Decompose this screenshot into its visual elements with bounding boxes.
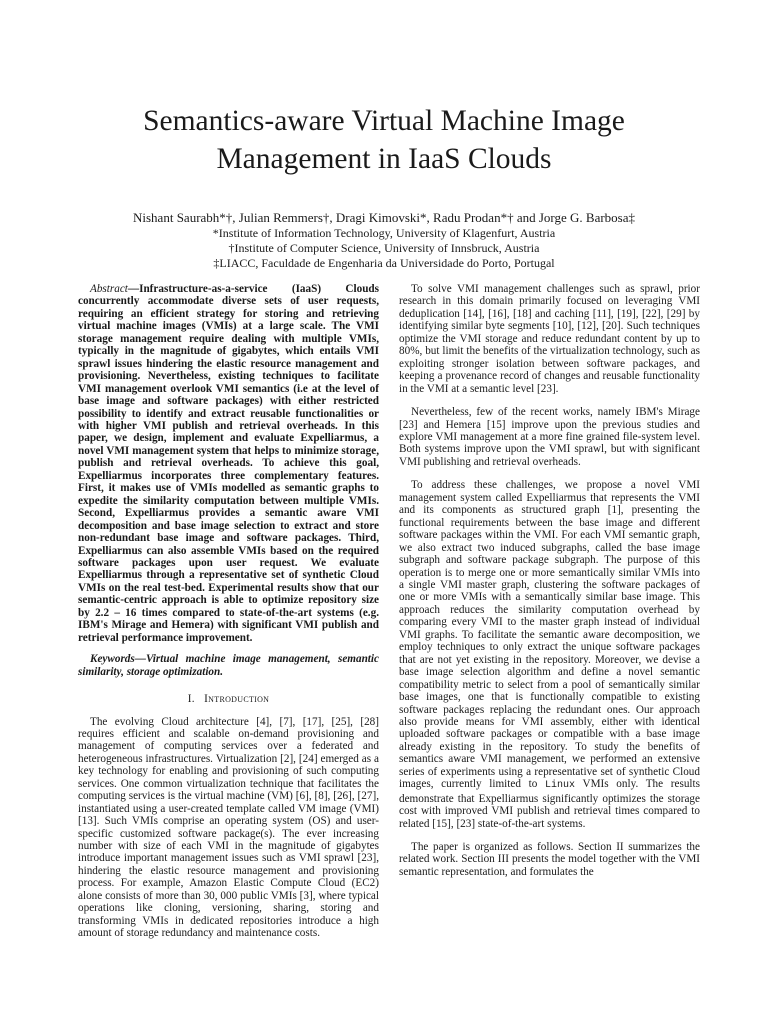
abstract-label: Abstract — [90, 283, 128, 295]
right-column — [399, 283, 700, 878]
paper-title — [80, 102, 688, 178]
inline-number: 30, 000 — [203, 889, 238, 902]
paper-title-line-2: Management in IaaS Clouds — [216, 143, 552, 175]
affiliation-2: †Institute of Computer Science, University of Innsbruck, Austria — [228, 241, 540, 255]
left-column — [78, 283, 379, 940]
intro-paragraph-4: To address these challenges, we propose a novel VMI management system called Expelliarmus that represents the VMI and its components as structured graph [1], presenting the functional requirements between the base image and different software packages within the VMI. For each VMI semantic graph, we also extract two induced subgraphs, called the base image subgraph and software package subgraph. The purpose of this operation is to merge one or more semantically similar VMIs into a single VMI master graph, clustering the software packages of one or more VMIs with a semantically similar base image. This approach reduces the similarity computation overhead by comparing every VMI to the master graph instead of individual VMI graphs. To facilitate the semantic aware decomposition, we employ techniques to only extract the unique software packages that are not yet existing in the repository. Moreover, we devise a base image selection algorithm and define a novel semantic compatibility metric to select from a pool of semantically similar base images, one that is functionally compatible to existing software packages replacing the redundant ones. Our approach also provide means for VMI assembly, either with identical uploaded software packages or compatible with a base image already existing in the repository. To study the benefits of semantics aware VMI management, we performed an extensive series of experiments using a representative set of synthetic Cloud images, currently limited to Linux VMIs only. The results demonstrate that Expelliarmus significantly optimizes the storage cost with improved VMI publish and retrieval times compared to related [15], [23] state-of-the-art systems. — [399, 479, 701, 830]
intro-paragraph-2: To solve VMI management challenges such as sprawl, prior research in this domain primarily focused on leveraging VMI deduplication [14], [16], [18] and caching [11], [19], [22], [29] by identifying similar byte segments [10], [12], [20]. Such techniques optimize the VMI storage and reduce redundant content by up to 80%, but limit the benefits of the virtualization technology, such as exploiting stronger isolation between software packages, and keeping a provenance record of changes and reusable functionality in the VMI at a semantic level [23]. — [399, 283, 700, 395]
intro-paragraph-3: Nevertheless, few of the recent works, namely IBM's Mirage [23] and Hemera [15] improve upon the previous studies and explore VMI management at a more fine grained file-system level. Both systems improve upon the VMI sprawl, but with significant VMI publishing and retrieval overheads. — [399, 406, 700, 468]
intro-paragraph-1: The evolving Cloud architecture [4], [7], [17], [25], [28] requires efficient and scalable on-demand provisioning and management of computing services over a federated and heterogeneous infrastructures. Virtualization [2], [24] emerged as a key technology for enabling and provisioning of such computing services. One common virtualization technique that facilitates the computing services is the virtual machine (VM) [6], [8], [26], [27], instantiated using a user-created template called VM image (VMI) [13]. Such VMIs comprise an operating system (OS) and user-specific customized software package(s). The ever increasing number with size of each VMI in the magnitude of gigabytes introduce important management issues such as VMI sprawl [23], hindering the elastic resource management and provisioning process. For example, Amazon Elastic Compute Cloud (EC2) alone consists of more than 30, 000 public VMIs [3], where typical operations like cloning, versioning, sharing, storing and transforming VMIs in dedicated repositories introduce a high amount of storage redundancy and maintenance costs. — [78, 715, 380, 940]
keywords-label: Keywords — [90, 653, 135, 666]
affiliation-3: ‡LIACC, Faculdade de Engenharia da Universidade do Porto, Portugal — [213, 256, 555, 270]
affiliation-1: *Institute of Information Technology, University of Klagenfurt, Austria — [212, 226, 556, 240]
abstract — [78, 283, 379, 644]
author-list: Nishant Saurabh*†, Julian Remmers†, Dragi Kimovski*, Radu Prodan*† and Jorge G. Barbosa‡ — [133, 210, 635, 225]
section-title: Introduction — [204, 693, 270, 706]
section-heading-introduction — [78, 693, 379, 705]
abstract-text: —Infrastructure-as-a-service (IaaS) Clouds concurrently accommodate diverse sets of user requests, requiring an efficient strategy for storing and retrieving virtual machine images (VMIs) at a large scale. The VMI storage management require dealing with multiple VMIs, typically in the magnitude of gigabytes, which entails VMI sprawl issues hindering the elastic resource management and provisioning. Nevertheless, existing techniques to facilitate VMI management overlook VMI semantics (i.e at the level of base image and software packages) with either restricted possibility to identify and extract reusable functionalities or with higher VMI publish and retrieval overheads. In this paper, we design, implement and evaluate Expelliarmus, a novel VMI management system that helps to minimize storage, publish and retrieval overheads. To achieve this goal, Expelliarmus incorporates three complementary features. First, it makes use of VMIs modelled as semantic graphs to expedite the similarity computation between multiple VMIs. Second, Expelliarmus provides a semantic aware VMI decomposition and base image selection to extract and store non-redundant base image and software packages. Third, Expelliarmus can also assemble VMIs based on the required software packages upon user request. We evaluate Expelliarmus through a representative set of synthetic Cloud VMIs on the real test-bed. Experimental results show that our semantic-centric approach is able to optimize repository size by 2.2 – 16 times compared to state-of-the-art systems (e.g. IBM's Mirage and Hemera) with significant VMI publish and retrieval performance improvement. — [78, 283, 379, 644]
inline-code-linux: Linux — [545, 780, 576, 792]
keywords-text: —Virtual machine image management, semantic similarity, storage optimization. — [78, 653, 379, 678]
intro-paragraph-5: The paper is organized as follows. Section II summarizes the related work. Section III presents the model together with the VMI semantic representation, and formulates the — [399, 841, 700, 878]
section-number: I. — [187, 693, 195, 706]
keywords — [78, 653, 379, 678]
paper-title-line-1: Semantics-aware Virtual Machine Image — [143, 105, 625, 137]
